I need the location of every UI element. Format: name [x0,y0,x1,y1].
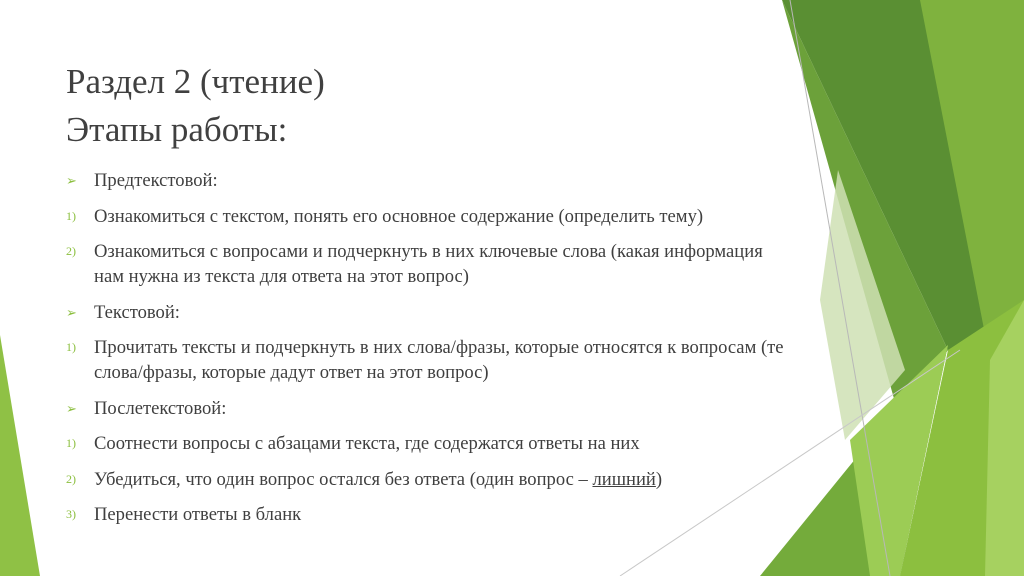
underlined-word: лишний [592,468,656,490]
list-item-text: Ознакомиться с вопросами и подчеркнуть в них ключевые слова (какая информация нам нужна из текста для ответа на этот вопрос) [94,241,763,287]
list-item-text: Предтекстовой: [94,170,218,191]
list-item-text: Соотнести вопросы с абзацами текста, где содержатся ответы на них [94,433,640,454]
list-item-text: Текстовой: [94,301,180,323]
list-item [66,431,786,456]
list-item-text [94,467,786,492]
content-list [66,168,786,538]
list-item [66,239,786,289]
list-number: 1) [66,436,76,450]
arrow-bullet-icon: ➢ [66,304,77,320]
text-before-underline: Убедиться, что один вопрос остался без ответа (один вопрос – [94,468,593,490]
list-item [66,300,786,325]
list-item [66,502,786,527]
list-item [66,396,786,421]
list-item-text: Прочитать тексты и подчеркнуть в них слова/фразы, которые относятся к вопросам (те слова/фразы, которые дадут ответ на этот вопрос) [94,337,784,383]
list-item-text: Послетекстовой: [94,397,227,419]
list-item [66,335,786,385]
list-item [66,204,786,229]
list-item [66,168,786,193]
list-number: 3) [66,507,76,521]
text-after-underline: ) [655,468,663,490]
list-number: 2) [66,471,76,486]
list-number: 1) [66,208,76,223]
arrow-bullet-icon: ➢ [66,173,77,188]
list-item [66,467,786,492]
arrow-bullet-icon: ➢ [66,400,77,416]
slide-title [66,58,325,154]
title-line-1: Раздел 2 (чтение) [66,62,325,101]
left-green-triangle [0,335,40,576]
title-line-2: Этапы работы: [66,110,288,149]
list-item-text: Ознакомиться с текстом, понять его основное содержание (определить тему) [94,205,704,227]
list-item-text: Перенести ответы в бланк [94,504,302,525]
list-number: 2) [66,244,76,258]
list-number: 1) [66,340,76,354]
